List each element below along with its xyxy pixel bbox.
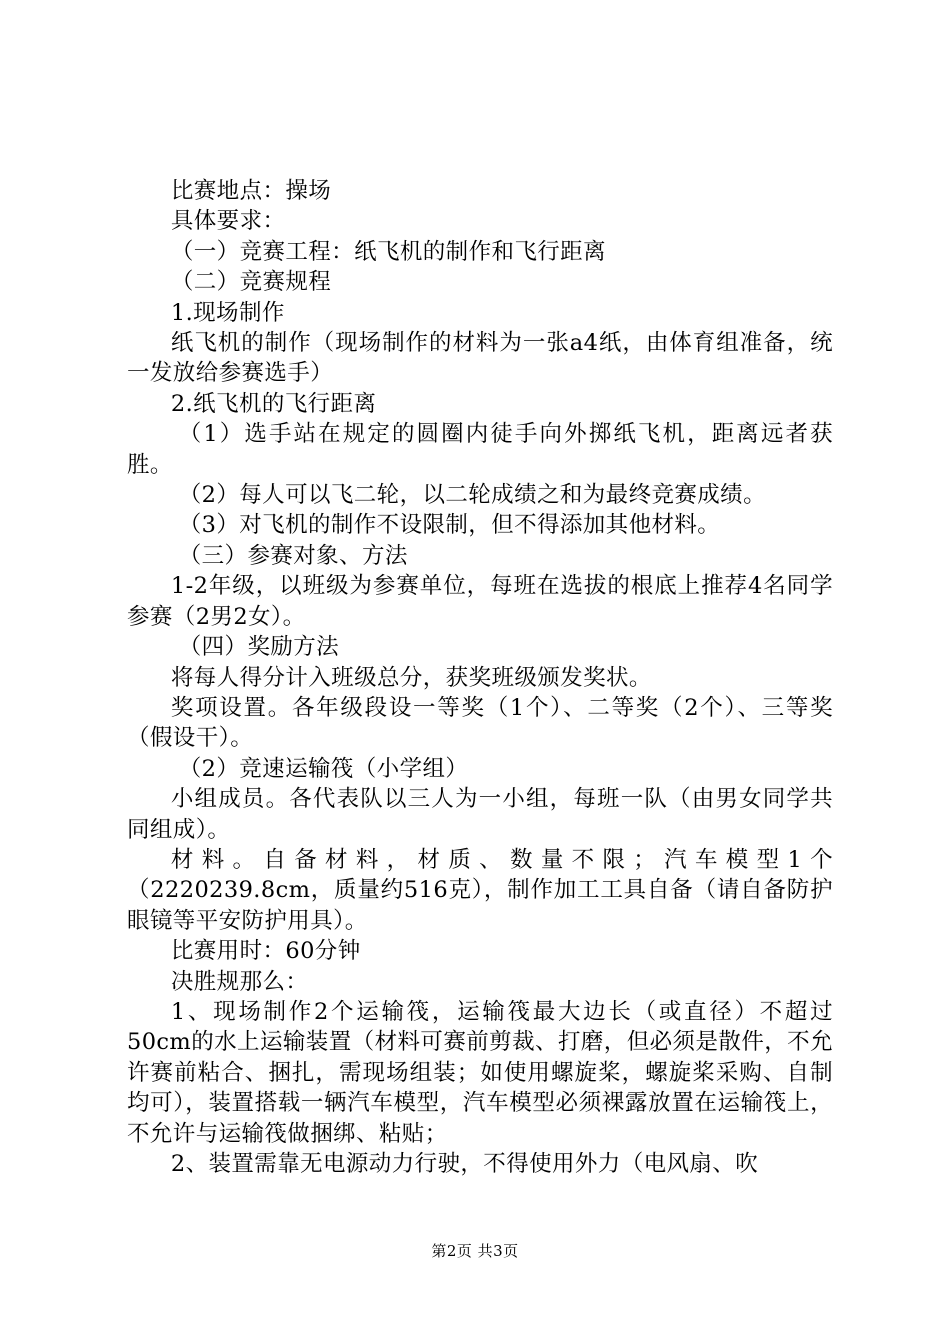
paragraph-rule-2: （2）每人可以飞二轮，以二轮成绩之和为最终竞赛成绩。 [178,482,766,509]
paragraph-raft-race: （2）竞速运输筏（小学组） [178,755,469,782]
paragraph-flight-distance: 2.纸飞机的飞行距离 [170,390,377,417]
paragraph-participants: 1-2年级，以班级为参赛单位，每班在选拔的根底上推荐4名同学参赛（2男2女）。 [127,573,833,630]
document-body [127,176,833,1179]
paragraph-requirements-heading: 具体要求： [170,208,286,235]
paragraph-plane-making: 纸飞机的制作（现场制作的材料为一张a4纸，由体育组准备，统一发放给参赛选手） [127,330,833,387]
paragraph-winning-rule-2: 2、装置需靠无电源动力行驶，不得使用外力（电风扇、吹 [170,1151,759,1177]
paragraph-section-one: （一）竞赛工程：纸飞机的制作和飞行距离 [170,238,606,265]
paragraph-winning-rule-1: 1、现场制作2个运输筏，运输筏最大边长（或直径）不超过50cm的水上运输装置（材料可赛前剪裁、打磨，但必须是散件，不允许赛前粘合、捆扎，需现场组装；如使用螺旋桨，螺旋桨采购、自制均可），装置搭载一辆汽车模型，汽车模型必须裸露放置在运输筏上，不允许与运输筏做捆绑、粘贴； [127,998,833,1147]
paragraph-location: 比赛地点：操场 [170,178,332,204]
paragraph-time-limit: 比赛用时：60分钟 [170,938,361,965]
paragraph-scoring: 将每人得分计入班级总分，获奖班级颁发奖状。 [170,664,652,691]
paragraph-onsite-making: 1.现场制作 [170,299,285,326]
paragraph-rule-3: （3）对飞机的制作不设限制，但不得添加其他材料。 [178,512,721,539]
paragraph-awards: 奖项设置。各年级段设一等奖（1个）、二等奖（2个）、三等奖（假设干）。 [127,694,833,752]
paragraph-section-four: （四）奖励方法 [178,634,340,661]
paragraph-rule-1: （1）选手站在规定的圆圈内徒手向外掷纸飞机，距离远者获胜。 [127,421,833,478]
paragraph-team-members: 小组成员。各代表队以三人为一小组，每班一队（由男女同学共同组成）。 [127,786,833,843]
paragraph-materials: 材料。自备材料，材质、数量不限；汽车模型1个（2220239.8cm，质量约516克），制作加工工具自备（请自备防护眼镜等平安防护用具）。 [127,846,833,934]
page-footer [0,1241,950,1261]
page-number-label: 第2页 共3页 [431,1242,519,1260]
paragraph-section-two: （二）竞赛规程 [170,269,332,296]
paragraph-winning-rules: 决胜规那么： [170,968,309,995]
paragraph-section-three: （三）参赛对象、方法 [178,542,408,569]
